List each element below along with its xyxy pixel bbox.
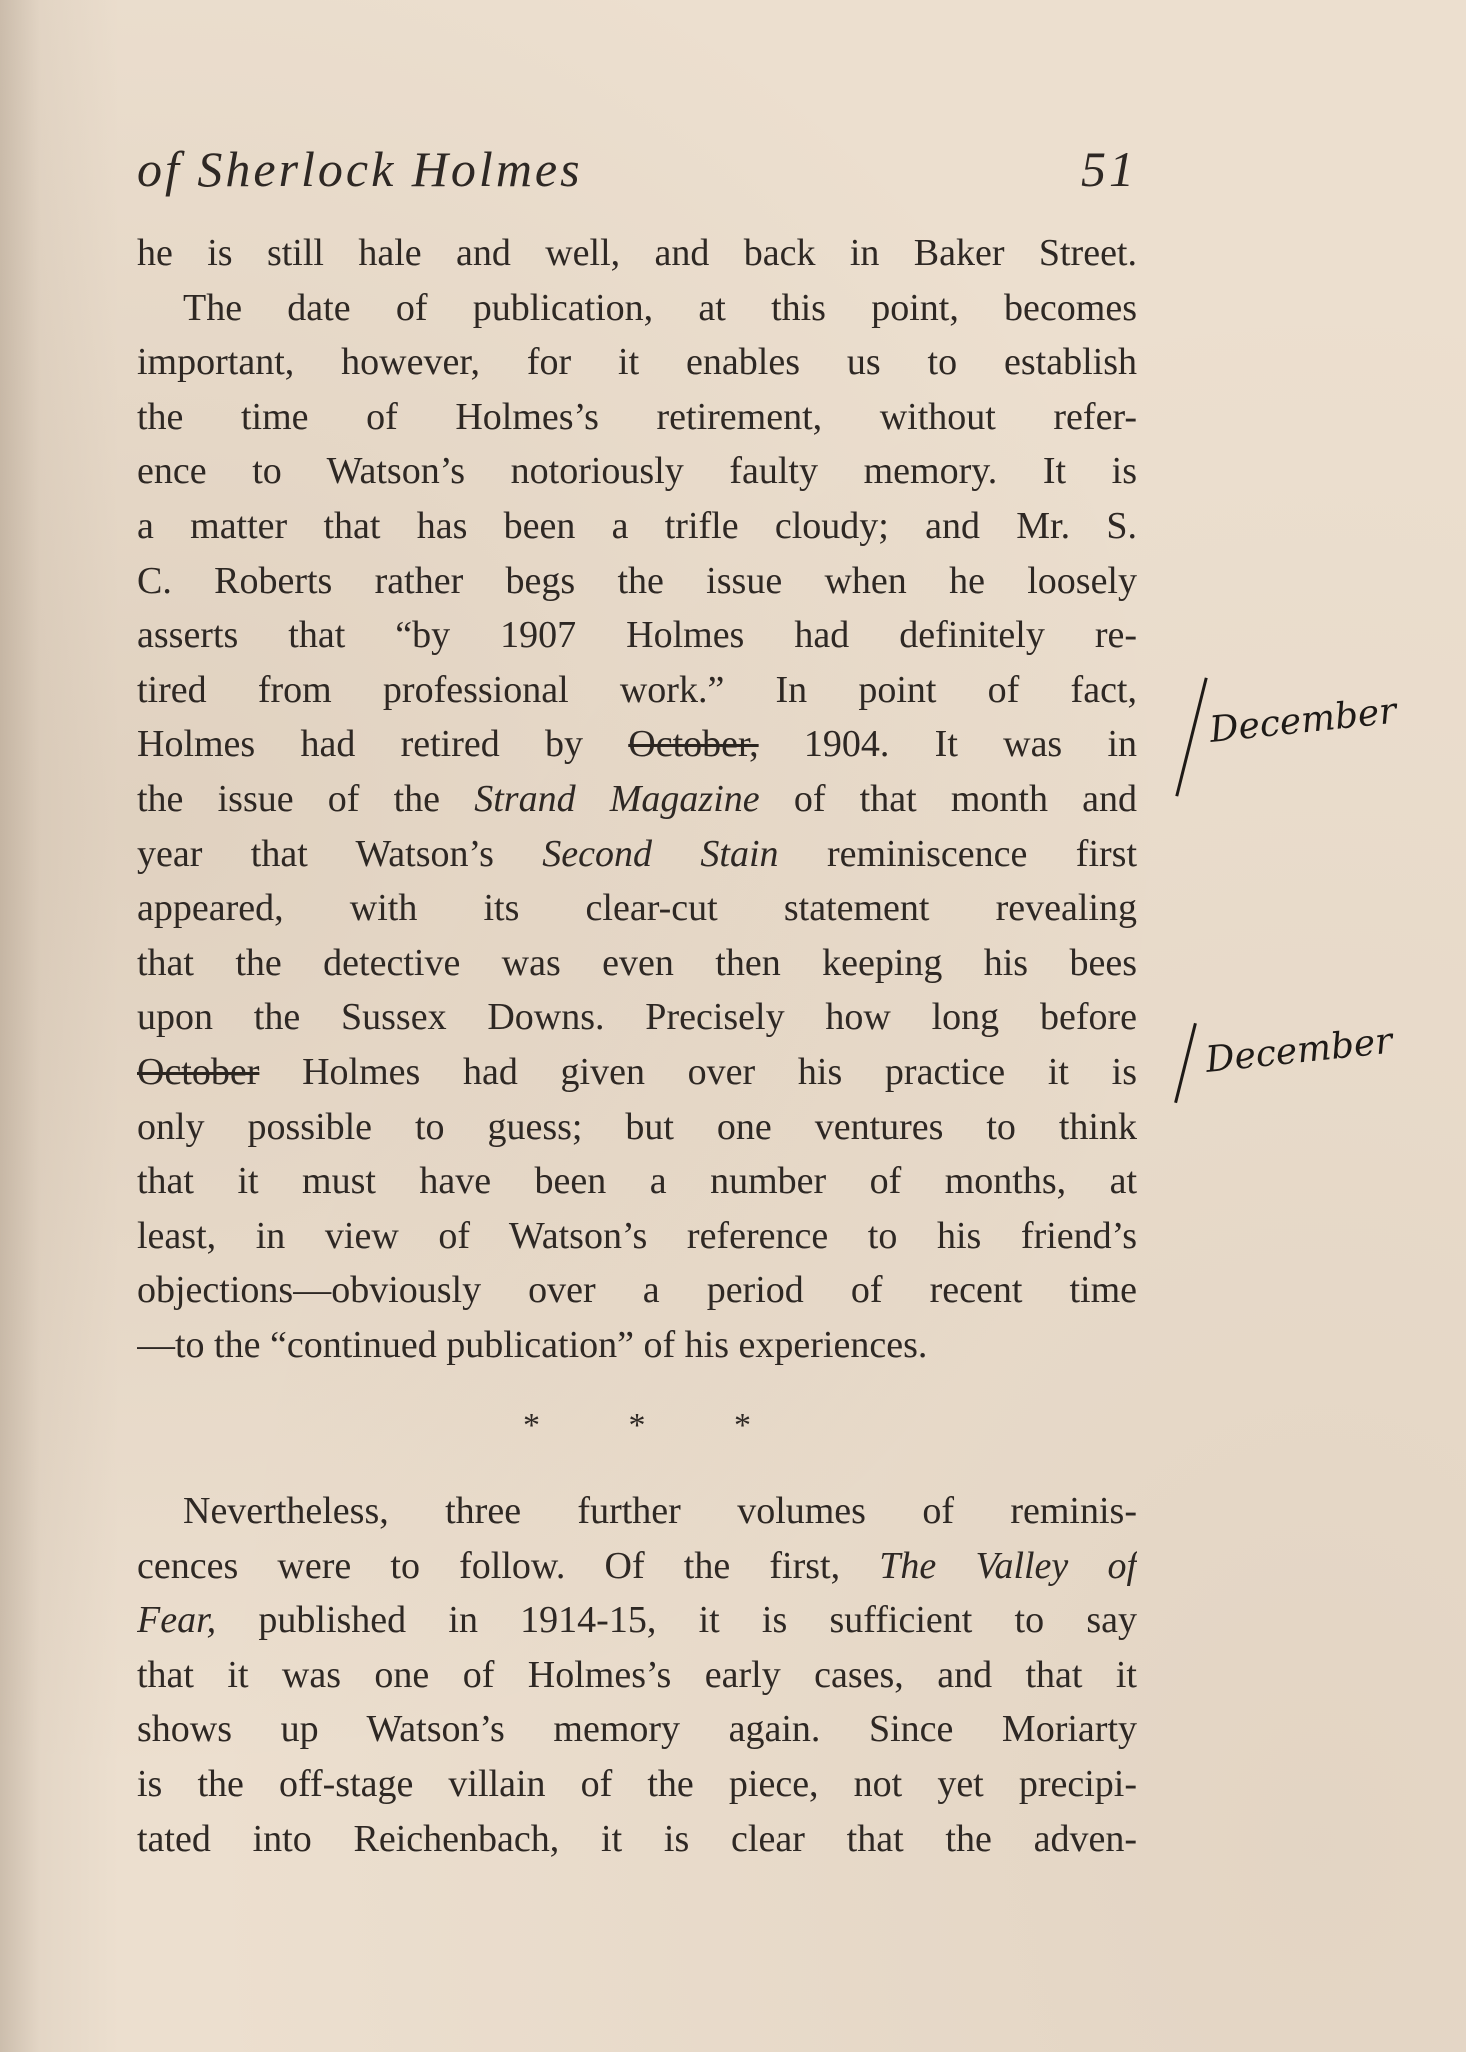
- text-line: tired from professional work.” In point of fact,: [137, 668, 1137, 711]
- text-line: least, in view of Watson’s reference to his friend’s: [137, 1214, 1137, 1257]
- text-line: —to the “continued publication” of his experiences.: [137, 1323, 928, 1366]
- asterisk: *: [734, 1407, 751, 1444]
- text-fragment: Holmes had given over his practice it is: [302, 1050, 1137, 1093]
- struck-word: October: [137, 1050, 260, 1093]
- margin-note: December: [1203, 1020, 1395, 1081]
- text-line: C. Roberts rather begs the issue when he loosely: [137, 559, 1137, 602]
- page-number: 51: [1081, 141, 1137, 197]
- book-page: [137, 0, 1137, 2052]
- text-fragment: 1904. It was in: [803, 723, 1137, 766]
- text-fragment: of that month and: [793, 777, 1137, 820]
- text-line: that it must have been a number of months, at: [137, 1160, 1137, 1203]
- text-line-with-correction: [137, 1045, 1137, 1100]
- text-line: important, however, for it enables us to establish: [137, 341, 1137, 384]
- text-line: [137, 1593, 1137, 1648]
- text-line: The date of publication, at this point, becomes: [183, 286, 1137, 329]
- text-line: ence to Watson’s notoriously faulty memory. It is: [137, 450, 1137, 493]
- text-line: shows up Watson’s memory again. Since Moriarty: [137, 1708, 1137, 1751]
- italic-title: Second Stain: [542, 832, 779, 875]
- text-line: [137, 1539, 1137, 1594]
- text-line: [137, 827, 1137, 882]
- correction-stroke: [1175, 677, 1207, 796]
- text-line: that the detective was even then keeping his bees: [137, 941, 1137, 984]
- text-line-with-correction: [137, 717, 1137, 772]
- italic-title: Strand Magazine: [474, 777, 760, 820]
- margin-note: December: [1207, 690, 1399, 751]
- struck-word: October,: [628, 723, 759, 766]
- body-text-continued: [137, 1484, 1137, 1866]
- text-line: [137, 772, 1137, 827]
- text-fragment: reminiscence first: [826, 832, 1137, 875]
- text-fragment: published in 1914-15, it is sufficient to say: [258, 1599, 1137, 1642]
- text-line: that it was one of Holmes’s early cases, and that it: [137, 1653, 1137, 1696]
- text-line: asserts that “by 1907 Holmes had definitely re-: [137, 614, 1137, 657]
- text-line: he is still hale and well, and back in Baker Street.: [137, 232, 1137, 274]
- text-line: tated into Reichenbach, it is clear that the adven-: [137, 1817, 1137, 1860]
- running-head: [137, 140, 1137, 200]
- asterisk: *: [523, 1407, 540, 1444]
- text-line: objections—obviously over a period of recent time: [137, 1269, 1137, 1312]
- text-fragment: cences were to follow. Of the first,: [137, 1544, 841, 1587]
- running-head-title: of Sherlock Holmes: [137, 141, 583, 197]
- text-fragment: year that Watson’s: [137, 832, 494, 875]
- text-line: is the off-stage villain of the piece, not yet precipi-: [137, 1762, 1137, 1805]
- text-line: only possible to guess; but one ventures to think: [137, 1105, 1137, 1148]
- italic-title: The Valley of: [879, 1544, 1137, 1587]
- correction-stroke: [1174, 1023, 1197, 1103]
- asterisk: *: [628, 1407, 646, 1444]
- text-fragment: the issue of the: [137, 777, 441, 820]
- text-line: Nevertheless, three further volumes of reminis-: [183, 1490, 1137, 1532]
- text-line: the time of Holmes’s retirement, without refer-: [137, 395, 1137, 438]
- text-line: appeared, with its clear-cut statement revealing: [137, 887, 1137, 930]
- body-text: [137, 226, 1137, 1372]
- text-line: upon the Sussex Downs. Precisely how long before: [137, 996, 1137, 1039]
- text-fragment: Holmes had retired by: [137, 723, 583, 766]
- section-break: [137, 1407, 1137, 1445]
- text-line: a matter that has been a trifle cloudy; and Mr. S.: [137, 504, 1137, 547]
- italic-title: Fear,: [137, 1599, 217, 1642]
